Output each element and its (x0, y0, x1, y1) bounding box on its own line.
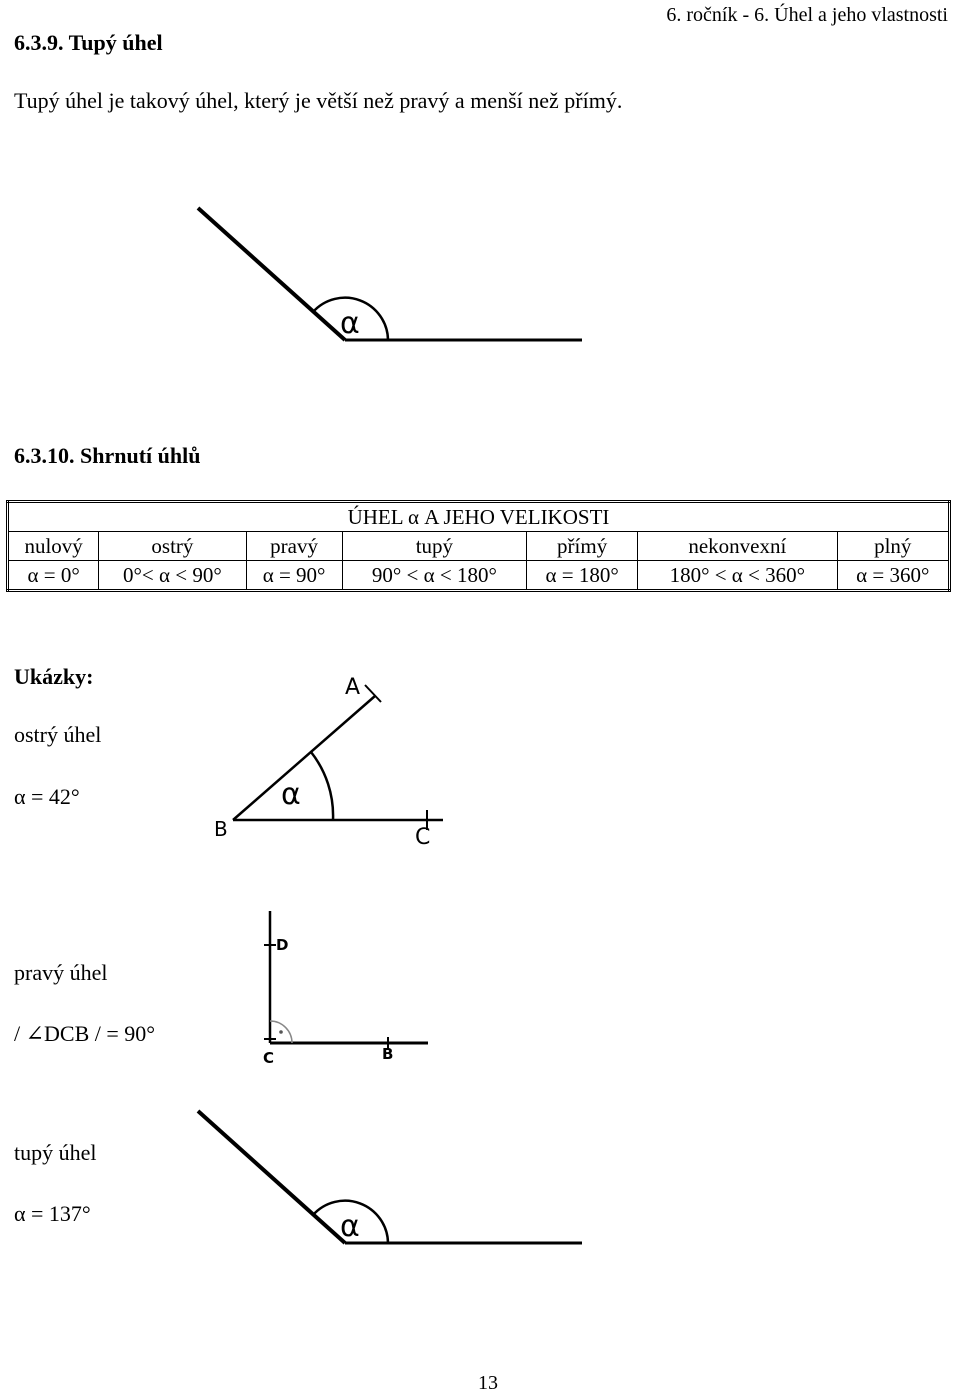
point-label-d: D (276, 936, 289, 954)
page-number: 13 (478, 1372, 498, 1394)
right-angle-value: / ∠DCB / = 90° (14, 1021, 156, 1046)
table-cell: α = 360° (837, 561, 950, 591)
section-title-summary: 6.3.10. Shrnutí úhlů (14, 443, 201, 468)
angle-label-alpha: α (281, 777, 301, 812)
tick-a (365, 685, 381, 702)
table-names-row (8, 532, 950, 561)
angle-arc (311, 752, 333, 820)
right-angle-dot (279, 1030, 283, 1034)
ray-oblique (198, 1111, 345, 1243)
point-label-b: B (382, 1045, 394, 1063)
table-cell: α = 180° (527, 561, 638, 591)
table-values-row (8, 561, 950, 591)
point-label-c: C (263, 1049, 275, 1067)
right-angle-figure (250, 905, 440, 1070)
right-angle-name: pravý úhel (14, 960, 108, 985)
obtuse-angle-example-figure (190, 1103, 590, 1253)
definition-text: Tupý úhel je takový úhel, který je větší než pravý a menší než přímý. (14, 88, 623, 113)
table-cell: tupý (342, 532, 526, 561)
table-cell: 90° < α < 180° (342, 561, 526, 591)
table-cell: 0°< α < 90° (99, 561, 246, 591)
table-cell: α = 90° (246, 561, 342, 591)
point-label-b: B (214, 817, 228, 841)
acute-angle-figure (205, 668, 455, 858)
section-title-obtuse: 6.3.9. Tupý úhel (14, 30, 163, 55)
table-cell: 180° < α < 360° (638, 561, 837, 591)
table-cell: plný (837, 532, 950, 561)
angle-label-alpha: α (340, 306, 360, 341)
acute-angle-value: α = 42° (14, 784, 80, 809)
obtuse-angle-value: α = 137° (14, 1201, 91, 1226)
examples-heading: Ukázky: (14, 664, 94, 689)
obtuse-angle-name: tupý úhel (14, 1140, 97, 1165)
ray-oblique (198, 208, 345, 340)
table-cell: nekonvexní (638, 532, 837, 561)
acute-angle-name: ostrý úhel (14, 722, 102, 747)
table-cell: nulový (8, 532, 99, 561)
running-header: 6. ročník - 6. Úhel a jeho vlastnosti (666, 4, 948, 26)
table-title-row (8, 502, 950, 532)
angle-summary-table (6, 500, 951, 592)
table-cell: přímý (527, 532, 638, 561)
table-cell: α = 0° (8, 561, 99, 591)
table-cell: ostrý (99, 532, 246, 561)
ray-ba (233, 696, 375, 820)
point-label-c: C (415, 825, 431, 850)
table-title: ÚHEL α A JEHO VELIKOSTI (8, 502, 950, 532)
point-label-a: A (345, 675, 361, 700)
table-cell: pravý (246, 532, 342, 561)
obtuse-angle-figure (190, 200, 590, 350)
angle-label-alpha: α (340, 1209, 360, 1244)
